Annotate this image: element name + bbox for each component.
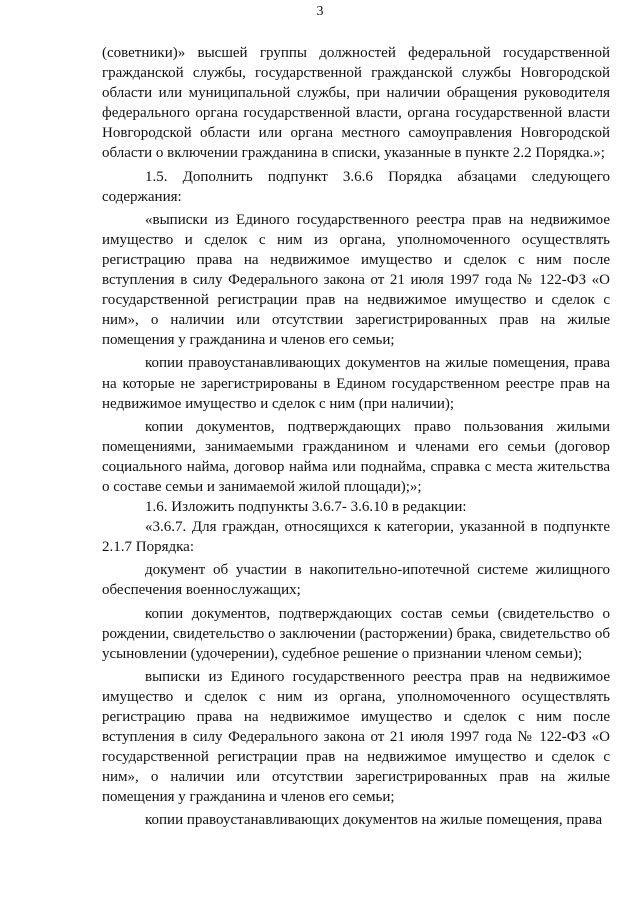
paragraph-registry-extract: «выписки из Единого государственного реестра прав на недвижимое имущество и сделок с ним из органа, уполномоченного осуществлять регистрацию права на недвижимое имущество и сделок с ним после вступления в силу Федерального закона от 21 июля 1997 года № 122-ФЗ «О государственной регистрации прав на недвижимое имущество и сделок с ним», о наличии или отсутствии зарегистрированных прав на жилые помещения у гражданина и членов его семьи;: [102, 211, 610, 349]
paragraph-registry-extract-2: выписки из Единого государственного реестра прав на недвижимое имущество и сделок с ним из органа, уполномоченного осуществлять регистрацию права на недвижимое имущество и сделок с ним после вступления в силу Федерального закона от 21 июля 1997 года № 122-ФЗ «О государственной регистрации прав на недвижимое имущество и сделок с ним», о наличии или отсутствии зарегистрированных прав на жилые помещения у гражданина и членов его семьи;: [102, 668, 610, 806]
paragraph-family-docs: копии документов, подтверждающих состав семьи (свидетельство о рождении, свидетельство о заключении (расторжении) брака, свидетельство об усыновлении (удочерении), судебное решение о признании членом семьи);: [102, 605, 610, 662]
paragraph-3-6-7: «3.6.7. Для граждан, относящихся к категории, указанной в подпункте 2.1.7 Порядка:: [102, 519, 610, 556]
paragraph-1-6: 1.6. Изложить подпункты 3.6.7- 3.6.10 в редакции:: [145, 499, 467, 516]
page-number: 3: [316, 4, 324, 19]
paragraph-title-copies-2: копии правоустанавливающих документов на жилые помещения, права: [145, 812, 603, 829]
paragraph-title-copies: копии правоустанавливающих документов на жилые помещения, права на которые не зарегистрированы в Едином государственном реестре прав на недвижимое имущество и сделок с ним (при наличии);: [102, 355, 610, 412]
paragraph-1-5: 1.5. Дополнить подпункт 3.6.6 Порядка абзацами следующего содержания:: [102, 168, 610, 205]
paragraph-residence-docs: копии документов, подтверждающих право пользования жилыми помещениями, занимаемыми гражданином и членами его семьи (договор социального найма, договор найма или поднайма, справка с места жительства о составе семьи и занимаемой жилой площади);»;: [102, 418, 610, 495]
paragraph-military-mortgage: документ об участии в накопительно-ипотечной системе жилищного обеспечения военнослужащих;: [102, 562, 610, 599]
paragraph-continuation: (советники)» высшей группы должностей федеральной государственной гражданской службы, государственной гражданской службы Новгородской области или муниципальной службы, при наличии обращения руководителя федерального органа государственной власти, органа государственной власти Новгородской области или органа местного самоуправления Новгородской области о включении гражданина в списки, указанные в пункте 2.2 Порядка.»;: [102, 45, 610, 162]
document-body: [102, 43, 610, 831]
